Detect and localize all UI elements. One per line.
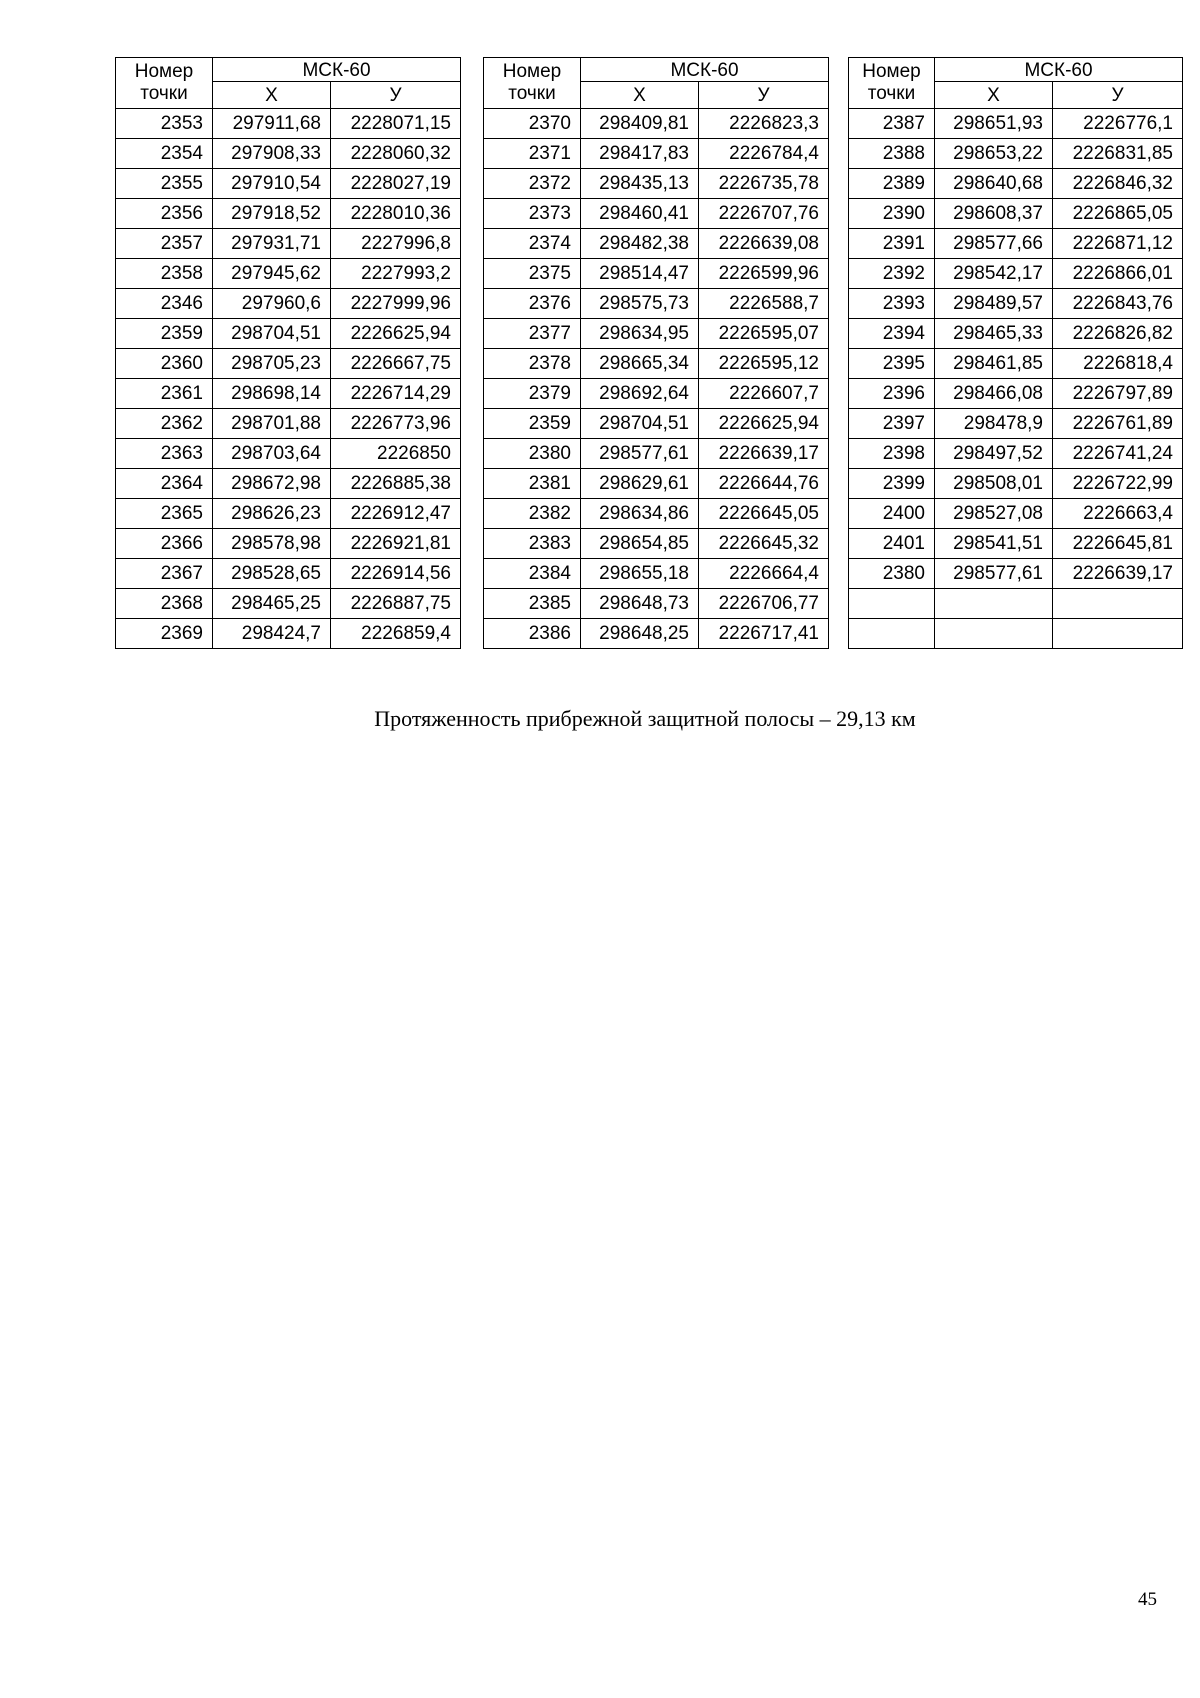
table-row — [116, 499, 461, 529]
point-number-cell: 2396 — [849, 379, 935, 409]
x-coordinate-cell: 298634,95 — [581, 319, 699, 349]
table-row — [484, 289, 829, 319]
y-coordinate-cell: 2226912,47 — [331, 499, 461, 529]
point-number-cell: 2381 — [484, 469, 581, 499]
table-row — [849, 319, 1183, 349]
point-number-cell: 2365 — [116, 499, 213, 529]
y-header: У — [331, 82, 461, 109]
y-coordinate-cell: 2226831,85 — [1053, 139, 1183, 169]
x-coordinate-cell: 297960,6 — [213, 289, 331, 319]
point-number-cell: 2383 — [484, 529, 581, 559]
x-coordinate-cell: 297945,62 — [213, 259, 331, 289]
point-number-cell: 2394 — [849, 319, 935, 349]
table-row — [116, 559, 461, 589]
page-number: 45 — [1138, 1589, 1157, 1610]
table-row — [484, 619, 829, 649]
point-number-cell: 2389 — [849, 169, 935, 199]
y-coordinate-cell: 2226865,05 — [1053, 199, 1183, 229]
x-coordinate-cell: 298542,17 — [935, 259, 1053, 289]
x-coordinate-cell: 298575,73 — [581, 289, 699, 319]
x-coordinate-cell: 297910,54 — [213, 169, 331, 199]
x-coordinate-cell: 298577,61 — [581, 439, 699, 469]
table-row — [116, 169, 461, 199]
point-number-cell: 2398 — [849, 439, 935, 469]
y-coordinate-cell: 2228010,36 — [331, 199, 461, 229]
x-coordinate-cell: 297931,71 — [213, 229, 331, 259]
x-coordinate-cell: 298489,57 — [935, 289, 1053, 319]
y-coordinate-cell: 2226823,3 — [699, 109, 829, 139]
table-row — [116, 229, 461, 259]
point-number-cell: 2380 — [849, 559, 935, 589]
table-row — [849, 559, 1183, 589]
point-number-cell: 2390 — [849, 199, 935, 229]
point-number-cell: 2380 — [484, 439, 581, 469]
point-number-cell: 2368 — [116, 589, 213, 619]
y-coordinate-cell: 2226707,76 — [699, 199, 829, 229]
x-coordinate-cell: 298461,85 — [935, 349, 1053, 379]
y-coordinate-cell: 2226639,08 — [699, 229, 829, 259]
table-row — [849, 589, 1183, 619]
x-coordinate-cell: 298629,61 — [581, 469, 699, 499]
table-row — [484, 589, 829, 619]
point-number-cell: 2392 — [849, 259, 935, 289]
table-row — [116, 619, 461, 649]
table-row — [484, 169, 829, 199]
x-coordinate-cell: 298655,18 — [581, 559, 699, 589]
table-row — [484, 499, 829, 529]
point-number-cell: 2367 — [116, 559, 213, 589]
y-coordinate-cell: 2226663,4 — [1053, 499, 1183, 529]
table-row — [116, 349, 461, 379]
table-row — [116, 289, 461, 319]
coordinates-table-1 — [115, 57, 461, 649]
point-number-cell: 2361 — [116, 379, 213, 409]
table-row — [849, 169, 1183, 199]
point-number-cell: 2397 — [849, 409, 935, 439]
table-row — [849, 259, 1183, 289]
y-coordinate-cell: 2226843,76 — [1053, 289, 1183, 319]
table-row — [849, 109, 1183, 139]
x-header: Х — [213, 82, 331, 109]
x-coordinate-cell: 297908,33 — [213, 139, 331, 169]
table-row — [116, 589, 461, 619]
x-coordinate-cell: 298409,81 — [581, 109, 699, 139]
point-number-cell: 2378 — [484, 349, 581, 379]
point-number-cell: 2393 — [849, 289, 935, 319]
y-coordinate-cell: 2227999,96 — [331, 289, 461, 319]
x-coordinate-cell: 298497,52 — [935, 439, 1053, 469]
x-coordinate-cell: 298478,9 — [935, 409, 1053, 439]
x-coordinate-cell: 297911,68 — [213, 109, 331, 139]
y-coordinate-cell: 2226625,94 — [331, 319, 461, 349]
length-note: Протяженность прибрежной защитной полосы – 29,13 км — [374, 706, 916, 731]
y-coordinate-cell: 2226776,1 — [1053, 109, 1183, 139]
table-row — [484, 319, 829, 349]
y-coordinate-cell: 2226818,4 — [1053, 349, 1183, 379]
point-number-cell: 2388 — [849, 139, 935, 169]
table-row — [116, 469, 461, 499]
point-number-cell: 2346 — [116, 289, 213, 319]
point-number-cell: 2399 — [849, 469, 935, 499]
table-row — [484, 139, 829, 169]
x-coordinate-cell: 298482,38 — [581, 229, 699, 259]
table-row — [849, 229, 1183, 259]
y-coordinate-cell: 2226639,17 — [1053, 559, 1183, 589]
table-row — [484, 199, 829, 229]
x-coordinate-cell: 298651,93 — [935, 109, 1053, 139]
coordinate-system-header: МСК-60 — [213, 58, 461, 82]
table-row — [484, 379, 829, 409]
x-coordinate-cell: 298460,41 — [581, 199, 699, 229]
y-coordinate-cell: 2226866,01 — [1053, 259, 1183, 289]
point-number-cell: 2363 — [116, 439, 213, 469]
y-coordinate-cell: 2226722,99 — [1053, 469, 1183, 499]
point-number-cell: 2374 — [484, 229, 581, 259]
x-coordinate-cell: 298466,08 — [935, 379, 1053, 409]
y-coordinate-cell: 2226667,75 — [331, 349, 461, 379]
x-coordinate-cell: 298648,73 — [581, 589, 699, 619]
x-coordinate-cell — [935, 619, 1053, 649]
table-row — [116, 439, 461, 469]
table-row — [116, 199, 461, 229]
coordinate-system-header: МСК-60 — [935, 58, 1183, 82]
point-number-cell: 2395 — [849, 349, 935, 379]
point-number-cell: 2355 — [116, 169, 213, 199]
y-coordinate-cell: 2226595,12 — [699, 349, 829, 379]
point-number-cell: 2391 — [849, 229, 935, 259]
table-row — [484, 109, 829, 139]
x-coordinate-cell: 298626,23 — [213, 499, 331, 529]
point-number-cell: 2400 — [849, 499, 935, 529]
y-coordinate-cell: 2226607,7 — [699, 379, 829, 409]
x-coordinate-cell: 298648,25 — [581, 619, 699, 649]
y-header: У — [699, 82, 829, 109]
table-body — [116, 109, 461, 649]
point-number-header: Номер точки — [116, 58, 213, 109]
y-coordinate-cell: 2226645,32 — [699, 529, 829, 559]
point-number-cell: 2359 — [116, 319, 213, 349]
point-number-cell: 2370 — [484, 109, 581, 139]
table-row — [849, 619, 1183, 649]
y-coordinate-cell: 2226717,41 — [699, 619, 829, 649]
y-coordinate-cell: 2226826,82 — [1053, 319, 1183, 349]
y-header: У — [1053, 82, 1183, 109]
x-coordinate-cell: 298665,34 — [581, 349, 699, 379]
y-coordinate-cell: 2228027,19 — [331, 169, 461, 199]
y-coordinate-cell: 2226761,89 — [1053, 409, 1183, 439]
point-number-header: Номер точки — [484, 58, 581, 109]
y-coordinate-cell: 2226921,81 — [331, 529, 461, 559]
x-coordinate-cell: 298424,7 — [213, 619, 331, 649]
table-row — [484, 259, 829, 289]
point-number-cell: 2382 — [484, 499, 581, 529]
table-row — [849, 409, 1183, 439]
x-coordinate-cell — [935, 589, 1053, 619]
point-number-cell: 2366 — [116, 529, 213, 559]
y-coordinate-cell: 2227993,2 — [331, 259, 461, 289]
point-number-cell: 2353 — [116, 109, 213, 139]
x-coordinate-cell: 297918,52 — [213, 199, 331, 229]
table-row — [116, 529, 461, 559]
x-header: Х — [935, 82, 1053, 109]
table-row — [116, 139, 461, 169]
x-coordinate-cell: 298701,88 — [213, 409, 331, 439]
table-row — [116, 109, 461, 139]
point-number-cell: 2358 — [116, 259, 213, 289]
y-coordinate-cell — [1053, 589, 1183, 619]
y-coordinate-cell: 2226664,4 — [699, 559, 829, 589]
x-coordinate-cell: 298634,86 — [581, 499, 699, 529]
table-row — [116, 259, 461, 289]
x-coordinate-cell: 298541,51 — [935, 529, 1053, 559]
point-number-cell: 2373 — [484, 199, 581, 229]
table-row — [116, 409, 461, 439]
x-coordinate-cell: 298508,01 — [935, 469, 1053, 499]
x-coordinate-cell: 298514,47 — [581, 259, 699, 289]
table-row — [849, 469, 1183, 499]
y-coordinate-cell: 2226588,7 — [699, 289, 829, 319]
table-row — [116, 319, 461, 349]
y-coordinate-cell: 2226859,4 — [331, 619, 461, 649]
x-coordinate-cell: 298640,68 — [935, 169, 1053, 199]
y-coordinate-cell: 2226797,89 — [1053, 379, 1183, 409]
x-coordinate-cell: 298654,85 — [581, 529, 699, 559]
coordinates-table-3 — [848, 57, 1183, 649]
point-number-cell: 2377 — [484, 319, 581, 349]
table-row — [484, 529, 829, 559]
y-coordinate-cell: 2226871,12 — [1053, 229, 1183, 259]
x-coordinate-cell: 298703,64 — [213, 439, 331, 469]
table-row — [484, 409, 829, 439]
table-row — [484, 559, 829, 589]
table-row — [484, 229, 829, 259]
point-number-cell: 2364 — [116, 469, 213, 499]
point-number-cell: 2369 — [116, 619, 213, 649]
x-coordinate-cell: 298578,98 — [213, 529, 331, 559]
x-coordinate-cell: 298577,61 — [935, 559, 1053, 589]
point-number-cell: 2362 — [116, 409, 213, 439]
point-number-cell: 2375 — [484, 259, 581, 289]
point-number-cell — [849, 589, 935, 619]
y-coordinate-cell: 2226735,78 — [699, 169, 829, 199]
point-number-cell: 2360 — [116, 349, 213, 379]
coordinate-system-header: МСК-60 — [581, 58, 829, 82]
y-coordinate-cell: 2226645,05 — [699, 499, 829, 529]
y-coordinate-cell: 2228060,32 — [331, 139, 461, 169]
point-number-cell: 2401 — [849, 529, 935, 559]
y-coordinate-cell: 2226625,94 — [699, 409, 829, 439]
x-coordinate-cell: 298417,83 — [581, 139, 699, 169]
x-coordinate-cell: 298698,14 — [213, 379, 331, 409]
y-coordinate-cell: 2226599,96 — [699, 259, 829, 289]
table-row — [849, 349, 1183, 379]
point-number-cell: 2371 — [484, 139, 581, 169]
y-coordinate-cell: 2226595,07 — [699, 319, 829, 349]
table-row — [484, 439, 829, 469]
x-coordinate-cell: 298577,66 — [935, 229, 1053, 259]
table-row — [849, 529, 1183, 559]
point-number-cell: 2372 — [484, 169, 581, 199]
y-coordinate-cell: 2227996,8 — [331, 229, 461, 259]
point-number-cell: 2387 — [849, 109, 935, 139]
table-body — [849, 109, 1183, 649]
y-coordinate-cell: 2226887,75 — [331, 589, 461, 619]
x-coordinate-cell: 298704,51 — [581, 409, 699, 439]
table-row — [116, 379, 461, 409]
point-number-header: Номер точки — [849, 58, 935, 109]
y-coordinate-cell: 2226741,24 — [1053, 439, 1183, 469]
table-row — [849, 139, 1183, 169]
table-row — [484, 469, 829, 499]
y-coordinate-cell: 2226714,29 — [331, 379, 461, 409]
point-number-cell — [849, 619, 935, 649]
x-coordinate-cell: 298465,25 — [213, 589, 331, 619]
table-row — [849, 289, 1183, 319]
table-row — [484, 349, 829, 379]
y-coordinate-cell: 2226914,56 — [331, 559, 461, 589]
point-number-cell: 2354 — [116, 139, 213, 169]
table-row — [849, 379, 1183, 409]
x-coordinate-cell: 298672,98 — [213, 469, 331, 499]
x-coordinate-cell: 298465,33 — [935, 319, 1053, 349]
table-body — [484, 109, 829, 649]
x-coordinate-cell: 298705,23 — [213, 349, 331, 379]
table-row — [849, 199, 1183, 229]
y-coordinate-cell: 2226784,4 — [699, 139, 829, 169]
point-number-cell: 2357 — [116, 229, 213, 259]
table-row — [849, 439, 1183, 469]
x-coordinate-cell: 298704,51 — [213, 319, 331, 349]
y-coordinate-cell: 2226645,81 — [1053, 529, 1183, 559]
y-coordinate-cell: 2226644,76 — [699, 469, 829, 499]
x-coordinate-cell: 298653,22 — [935, 139, 1053, 169]
coordinates-table-2 — [483, 57, 829, 649]
point-number-cell: 2385 — [484, 589, 581, 619]
y-coordinate-cell: 2226846,32 — [1053, 169, 1183, 199]
x-coordinate-cell: 298435,13 — [581, 169, 699, 199]
point-number-cell: 2379 — [484, 379, 581, 409]
y-coordinate-cell: 2226773,96 — [331, 409, 461, 439]
table-row — [849, 499, 1183, 529]
x-header: Х — [581, 82, 699, 109]
x-coordinate-cell: 298527,08 — [935, 499, 1053, 529]
y-coordinate-cell — [1053, 619, 1183, 649]
point-number-cell: 2386 — [484, 619, 581, 649]
y-coordinate-cell: 2226885,38 — [331, 469, 461, 499]
y-coordinate-cell: 2226706,77 — [699, 589, 829, 619]
x-coordinate-cell: 298608,37 — [935, 199, 1053, 229]
y-coordinate-cell: 2226850 — [331, 439, 461, 469]
point-number-cell: 2384 — [484, 559, 581, 589]
point-number-cell: 2356 — [116, 199, 213, 229]
x-coordinate-cell: 298528,65 — [213, 559, 331, 589]
point-number-cell: 2376 — [484, 289, 581, 319]
y-coordinate-cell: 2226639,17 — [699, 439, 829, 469]
point-number-cell: 2359 — [484, 409, 581, 439]
x-coordinate-cell: 298692,64 — [581, 379, 699, 409]
y-coordinate-cell: 2228071,15 — [331, 109, 461, 139]
